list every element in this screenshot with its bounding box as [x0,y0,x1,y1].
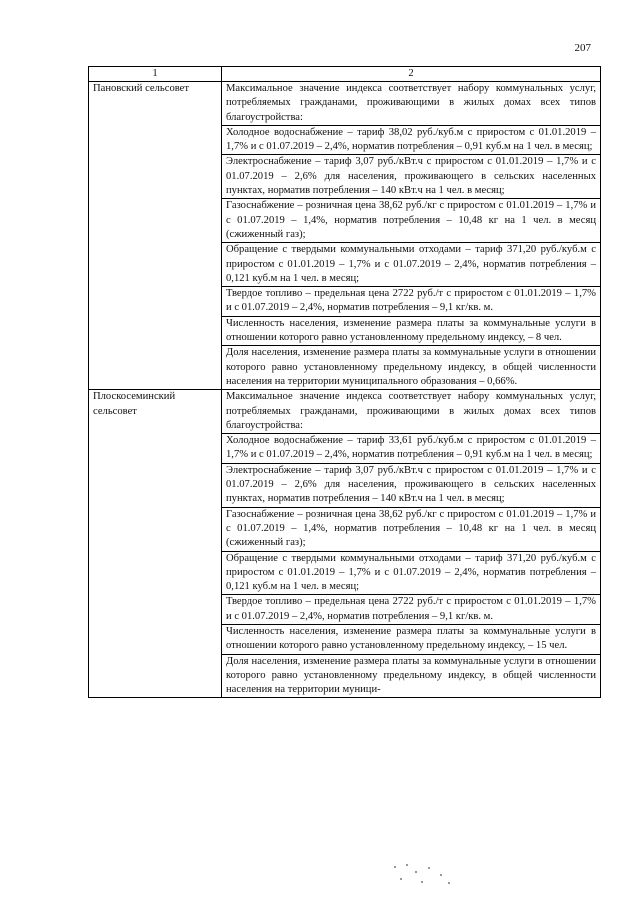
index-description-cell [222,82,601,390]
cold-water-item: Холодное водоснабжение – тариф 33,61 руб./куб.м с приростом с 01.01.2019 – 1,7% и с 01.07.2019 – 2,4%, норматив потребления – 0,91 куб.м на 1 чел. в месяц; [222,434,600,464]
table-row [89,82,601,390]
settlement-name: Плоскосеминский сельсовет [89,390,222,698]
table-row [89,390,601,698]
population-share: Доля населения, изменение размера платы за коммунальные услуги в отношении которого равно установленному предельному индексу, в общей численности населения на территории муници- [226,655,596,696]
solid-fuel-item: Твердое топливо – предельная цена 2722 руб./т с приростом с 01.01.2019 – 1,7% и с 01.07.2019 – 2,4%, норматив потребления – 9,1 кг/кв. м. [222,287,600,317]
index-description-cell [222,390,601,698]
solid-fuel-item: Твердое топливо – предельная цена 2722 руб./т с приростом с 01.01.2019 – 1,7% и с 01.07.2019 – 2,4%, норматив потребления – 9,1 кг/кв. м. [222,595,600,625]
table-header-row [89,67,601,82]
settlement-name: Пановский сельсовет [89,82,222,390]
index-intro: Максимальное значение индекса соответствует набору коммунальных услуг, потребляемых гражданами, проживающими в жилых домах всех типов благоустройства: [222,390,600,434]
electricity-item: Электроснабжение – тариф 3,07 руб./кВт.ч с приростом с 01.01.2019 – 1,7% и с 01.07.2019 – 2,6% для населения, проживающего в сельских населенных пунктах, норматив потребления – 140 кВт.ч на 1 чел. в месяц; [222,155,600,199]
waste-item: Обращение с твердыми коммунальными отходами – тариф 371,20 руб./куб.м с приростом с 01.01.2019 – 1,7% и с 01.07.2019 – 2,4%, норматив потребления – 0,121 куб.м на 1 чел. в месяц; [222,243,600,287]
electricity-item: Электроснабжение – тариф 3,07 руб./кВт.ч с приростом с 01.01.2019 – 1,7% и с 01.07.2019 – 2,6% для населения, проживающего в сельских населенных пунктах, норматив потребления – 140 кВт.ч на 1 чел. в месяц; [222,464,600,508]
population-share: Доля населения, изменение размера платы за коммунальные услуги в отношении которого равно установленному предельному индексу, в общей численности населения на территории муниципального образования – 0,66%. [226,347,596,387]
cold-water-item: Холодное водоснабжение – тариф 38,02 руб./куб.м с приростом с 01.01.2019 – 1,7% и с 01.07.2019 – 2,4%, норматив потребления – 0,91 куб.м на 1 чел. в месяц; [222,126,600,156]
page-number: 207 [574,42,591,54]
population-count: Численность населения, изменение размера платы за коммунальные услуги в отношении которого равно установленному предельному индексу, – 8 чел. [222,317,600,347]
gas-item: Газоснабжение – розничная цена 38,62 руб./кг с приростом с 01.01.2019 – 1,7% и с 01.07.2019 – 1,4%, норматив потребления – 10,48 кг на 1 чел. в месяц (сжиженный газ); [222,199,600,243]
population-count: Численность населения, изменение размера платы за коммунальные услуги в отношении которого равно установленному предельному индексу, – 15 чел. [222,625,600,655]
tariff-table [88,66,601,698]
gas-item: Газоснабжение – розничная цена 38,62 руб./кг с приростом с 01.01.2019 – 1,7% и с 01.07.2019 – 1,4%, норматив потребления – 10,48 кг на 1 чел. в месяц (сжиженный газ); [222,508,600,552]
column-header-2: 2 [222,67,601,82]
waste-item: Обращение с твердыми коммунальными отходами – тариф 371,20 руб./куб.м с приростом с 01.01.2019 – 1,7% и с 01.07.2019 – 2,4%, норматив потребления – 0,121 куб.м на 1 чел. в месяц; [222,552,600,596]
column-header-1: 1 [89,67,222,82]
scan-noise [388,862,458,887]
index-intro: Максимальное значение индекса соответствует набору коммунальных услуг, потребляемых гражданами, проживающими в жилых домах всех типов благоустройства: [222,82,600,126]
